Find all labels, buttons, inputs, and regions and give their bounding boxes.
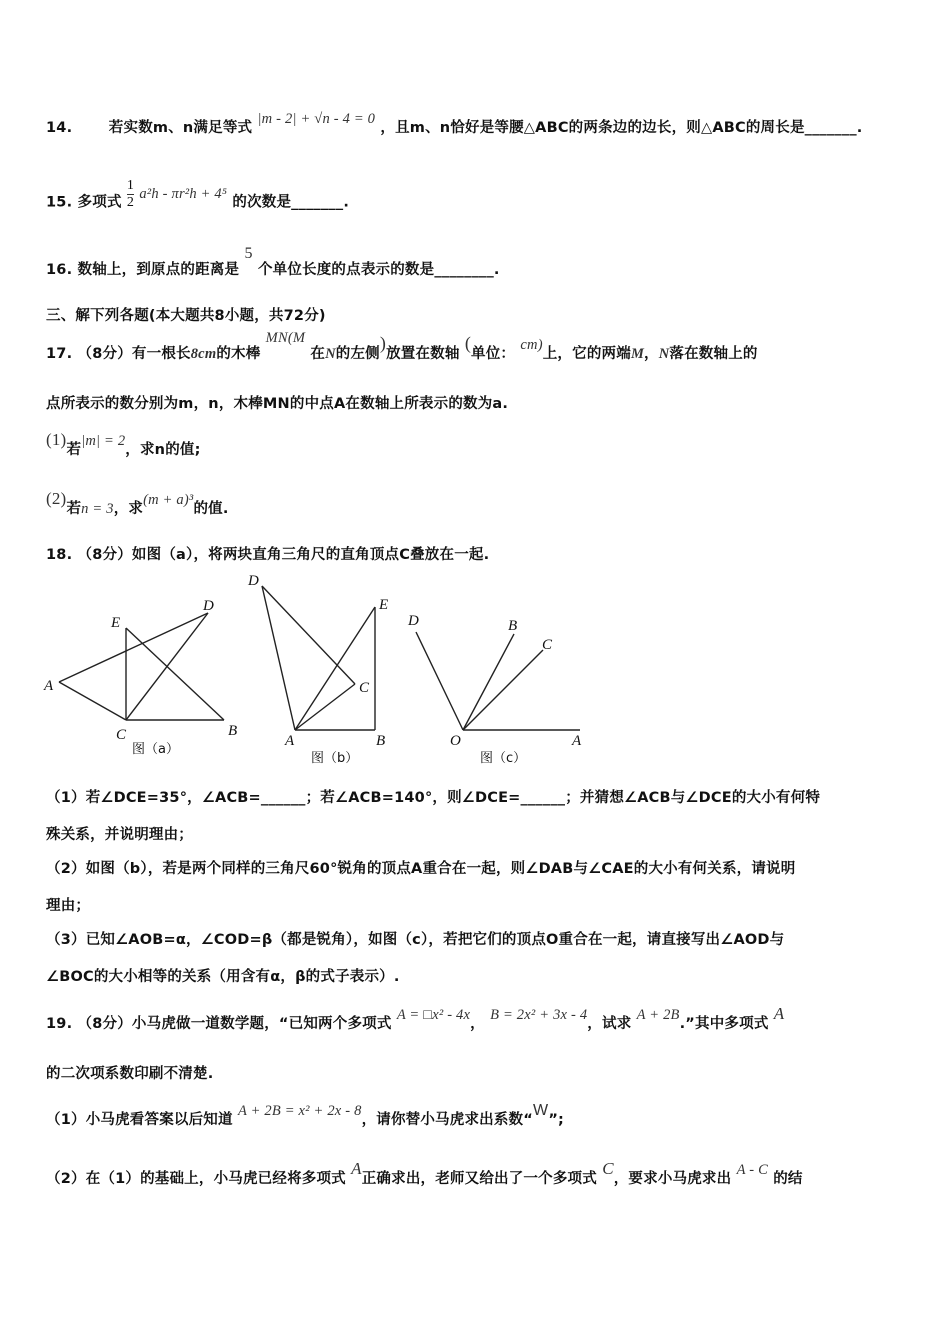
fig-c-ray-od — [416, 632, 463, 730]
q17-p2-prefix: 若 — [66, 501, 82, 517]
q17-comma: ， — [644, 346, 659, 362]
q15-fraction — [127, 178, 134, 211]
q17-p2-mid: ，求 — [113, 501, 144, 517]
q17-text-f: 上，它的两端 — [542, 346, 631, 362]
q19-text-a: 19. （8分）小马虎做一道数学题，“已知两个多项式 — [46, 1016, 392, 1032]
q18-part-1-line-2: 殊关系，并说明理由； — [46, 827, 193, 843]
q14-number: 14. — [46, 120, 73, 136]
question-17-line-1 — [46, 330, 758, 363]
q18-part-2-line-2: 理由； — [46, 898, 91, 914]
fig-c-label-o: O — [450, 733, 461, 749]
question-19-line-2: 的二次项系数印刷不清楚. — [46, 1066, 214, 1082]
q19-p1-end: ”; — [548, 1112, 565, 1128]
q18-part-2-line-1: （2）如图（b），若是两个同样的三角尺60°锐角的顶点A重合在一起，则∠DAB与∠CAE的大小有何关系，请说明 — [46, 861, 796, 877]
q19-p1-symbol: W — [533, 1102, 549, 1119]
q19-text-c: .”其中多项式 — [679, 1016, 769, 1032]
q19-formula-a: A = □x² - 4x — [396, 1007, 471, 1023]
q19-sep: ， — [470, 1016, 485, 1032]
q14-prefix: 若实数m、n满足等式 — [108, 120, 253, 136]
fig-b-label-c: C — [359, 680, 370, 696]
q17-p1-prefix: 若 — [66, 442, 82, 458]
q17-unit-label: 单位： — [471, 346, 516, 362]
q17-text-b: 的木棒 — [216, 346, 261, 362]
question-15 — [46, 178, 350, 219]
fig-c-ray-ob — [463, 634, 514, 730]
q19-p2-mid-2: ，要求小马虎求出 — [613, 1171, 732, 1187]
q17-n-var: N — [325, 346, 336, 362]
q19-p2-prefix: （2）在（1）的基础上，小马虎已经将多项式 — [46, 1171, 346, 1187]
q15-number: 15. — [46, 194, 73, 211]
q17-text-a: 17. （8分）有一根长 — [46, 346, 191, 362]
question-18-intro: 18. （8分）如图（a），将两块直角三角尺的直角顶点C叠放在一起. — [46, 547, 490, 563]
question-18-figures — [0, 570, 950, 770]
q19-formula-b: B = 2x² + 3x - 4 — [490, 1007, 588, 1023]
q14-suffix: ，且m、n恰好是等腰△ABC的两条边的边长，则△ABC的周长是_______. — [380, 120, 863, 136]
q16-suffix: 个单位长度的点表示的数是________. — [257, 262, 500, 278]
q17-p2-num: (2) — [46, 489, 67, 508]
q15-prefix: 多项式 — [77, 194, 122, 211]
q19-text-b: ，试求 — [587, 1016, 632, 1032]
q15-formula: a²h - πr²h + 4⁵ — [139, 185, 228, 202]
fig-c-caption: 图（c） — [480, 751, 527, 766]
question-17-part-2 — [46, 489, 229, 518]
fig-c-label-d: D — [408, 613, 419, 629]
fig-a-label-d: D — [203, 598, 214, 614]
q17-text-e: 放置在数轴 — [386, 346, 460, 362]
fig-a-label-a: A — [44, 678, 54, 694]
q17-p1-suffix: ，求n的值; — [125, 442, 201, 458]
q15-fraction-numerator: 1 — [126, 178, 135, 193]
q19-p1-prefix: （1）小马虎看答案以后知道 — [46, 1112, 233, 1128]
fig-c-label-a: A — [572, 733, 582, 749]
q18-part-3-line-2: ∠BOC的大小相等的关系（用含有α，β的式子表示）. — [46, 969, 400, 985]
q19-p1-formula: A + 2B = x² + 2x - 8 — [237, 1103, 362, 1119]
q17-p2-formula-2: (m + a)³ — [143, 492, 194, 508]
q17-paren-open: ( — [464, 333, 472, 353]
q18-part-3-line-1: （3）已知∠AOB=α，∠COD=β（都是锐角），如图（c），若把它们的顶点O重合在一起，请直接写出∠AOD与 — [46, 932, 785, 948]
q16-prefix: 16. 数轴上，到原点的距离是 — [46, 262, 240, 278]
fig-b-label-e: E — [379, 597, 389, 613]
q19-p2-formula: A - C — [736, 1162, 768, 1178]
q14-formula: |m - 2| + √n - 4 = 0 — [257, 111, 376, 127]
q17-p2-formula: n = 3 — [81, 501, 114, 517]
fig-b-line-ae — [295, 607, 375, 730]
q17-text-c: 在 — [310, 346, 326, 362]
q19-p1-suffix: ，请你替小马虎求出系数“ — [361, 1112, 533, 1128]
q15-fraction-denominator: 2 — [126, 195, 135, 210]
q17-p1-formula: |m| = 2 — [81, 433, 126, 449]
fig-b-label-a: A — [285, 733, 295, 749]
question-17-part-1 — [46, 430, 201, 459]
q17-p1-num: (1) — [46, 430, 67, 449]
q17-length: 8cm — [190, 346, 217, 362]
fig-a-caption: 图（a） — [132, 742, 179, 757]
q17-unit: cm) — [520, 337, 543, 353]
fig-b-line-ac — [295, 684, 355, 730]
fig-a-line-eb — [126, 628, 224, 720]
q19-p2-end: 的结 — [773, 1171, 803, 1187]
q17-p2-suffix: 的值. — [193, 501, 229, 517]
q19-p2-var-c: C — [602, 1159, 614, 1178]
q18-part-1-line-1: （1）若∠DCE=35°，∠ACB=______；若∠ACB=140°，则∠DCE=______；并猜想∠ACB与∠DCE的大小有何特 — [46, 790, 821, 806]
fig-c-label-c: C — [542, 637, 553, 653]
fig-b-label-d: D — [248, 573, 259, 589]
fig-b-caption: 图（b） — [311, 751, 359, 766]
question-16 — [46, 245, 500, 279]
q19-part-2 — [46, 1159, 803, 1188]
figure-c — [416, 632, 580, 730]
fig-c-label-b: B — [508, 618, 518, 634]
q19-p2-mid: 正确求出，老师又给出了一个多项式 — [361, 1171, 597, 1187]
q19-var-a: A — [773, 1004, 785, 1023]
fig-b-line-da — [262, 586, 295, 730]
q19-p2-var-a: A — [351, 1159, 362, 1178]
q19-formula-a2b: A + 2B — [636, 1007, 680, 1023]
fig-b-label-b: B — [376, 733, 386, 749]
q15-suffix: 的次数是_______. — [232, 194, 350, 211]
fig-b-line-dc — [262, 586, 355, 684]
q16-value: 5 — [244, 245, 253, 262]
fig-a-label-b: B — [228, 723, 238, 739]
figure-b — [262, 586, 375, 730]
q17-text-g: 落在数轴上的 — [669, 346, 758, 362]
q17-m-var: M — [630, 346, 645, 362]
q19-part-1 — [46, 1102, 565, 1129]
q17-n-var-2: N — [658, 346, 670, 362]
question-19-line-1 — [46, 1004, 785, 1033]
fig-a-line-ad — [59, 613, 208, 682]
q17-text-d: 的左侧 — [335, 346, 380, 362]
question-14 — [46, 111, 863, 137]
fig-a-label-c: C — [116, 727, 127, 743]
fig-c-ray-oc — [463, 650, 543, 730]
q17-mn-formula: MN(M — [265, 330, 306, 346]
question-17-line-2: 点所表示的数分别为m，n，木棒MN的中点A在数轴上所表示的数为a. — [46, 396, 509, 412]
figure-a — [59, 613, 224, 720]
fig-a-label-e: E — [111, 615, 121, 631]
q17-paren-close: ) — [379, 333, 387, 353]
fig-a-line-ac — [59, 682, 126, 720]
section-3-title: 三、解下列各题(本大题共8小题，共72分) — [46, 308, 326, 324]
